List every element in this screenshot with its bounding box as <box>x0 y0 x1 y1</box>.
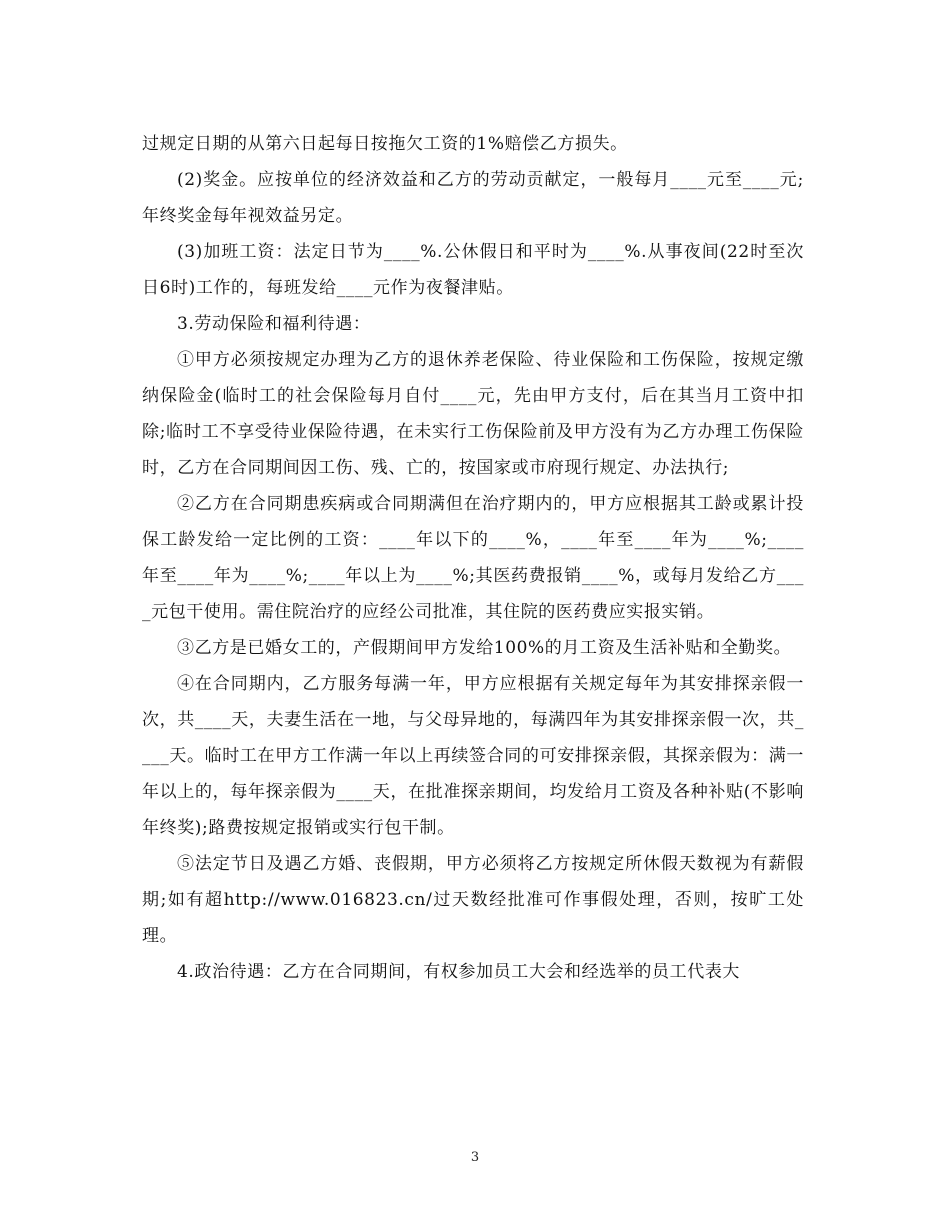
paragraph-7: ③乙方是已婚女工的，产假期间甲方发给100%的月工资及生活补贴和全勤奖。 <box>177 638 792 658</box>
paragraph-4: 3.劳动保险和福利待遇： <box>177 314 371 334</box>
paragraph-6: ②乙方在合同期患疾病或合同期满但在治疗期内的，甲方应根据其工龄或累计投保工龄发给一定比例的工资：____年以下的____%，____年至____年为____%;____年至____年为____%;____年以上为____%;其医药费报销____%，或每月发给乙方____元包干使用。需住院治疗的应经公司批准，其住院的医药费应实报实销。 <box>142 494 804 622</box>
paragraph-3: (3)加班工资：法定日节为____%.公休假日和平时为____%.从事夜间(22时至次日6时)工作的，每班发给____元作为夜餐津贴。 <box>142 242 804 298</box>
paragraph-1: 过规定日期的从第六日起每日按拖欠工资的1%赔偿乙方损失。 <box>142 134 628 154</box>
paragraph-10: 4.政治待遇：乙方在合同期间，有权参加员工大会和经选举的员工代表大 <box>177 962 741 982</box>
paragraph-8: ④在合同期内，乙方服务每满一年，甲方应根据有关规定每年为其安排探亲假一次，共____天，夫妻生活在一地，与父母异地的，每满四年为其安排探亲假一次，共____天。临时工在甲方工作满一年以上再续签合同的可安排探亲假，其探亲假为：满一年以上的，每年探亲假为____天，在批准探亲期间，均发给月工资及各种补贴(不影响年终奖);路费按规定报销或实行包干制。 <box>142 674 804 838</box>
paragraph-5: ①甲方必须按规定办理为乙方的退休养老保险、待业保险和工伤保险，按规定缴纳保险金(临时工的社会保险每月自付____元，先由甲方支付，后在其当月工资中扣除;临时工不享受待业保险待遇，在未实行工伤保险前及甲方没有为乙方办理工伤保险时，乙方在合同期间因工伤、残、亡的，按国家或市府现行规定、办法执行; <box>142 350 804 478</box>
document-body <box>142 126 804 990</box>
paragraph-9: ⑤法定节日及遇乙方婚、丧假期，甲方必须将乙方按规定所休假天数视为有薪假期;如有超http://www.016823.cn/过天数经批准可作事假处理，否则，按旷工处理。 <box>142 854 804 946</box>
paragraph-2: (2)奖金。应按单位的经济效益和乙方的劳动贡献定，一般每月____元至____元;年终奖金每年视效益另定。 <box>142 170 804 226</box>
page-number: 3 <box>470 1150 480 1165</box>
